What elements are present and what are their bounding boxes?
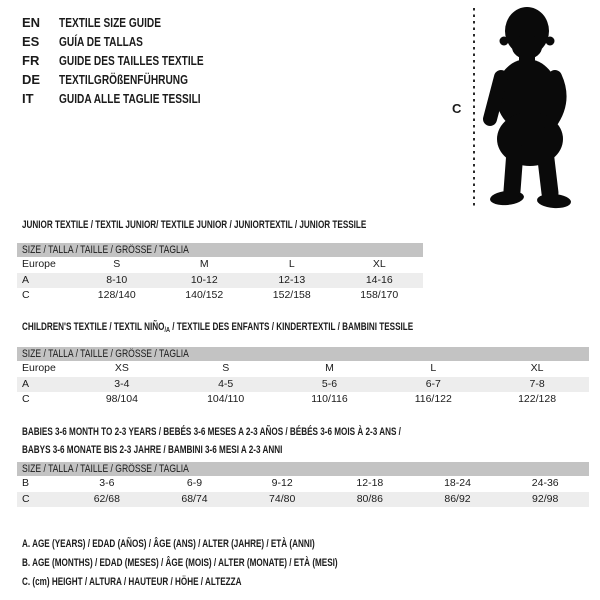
value-cell: 4-5	[218, 377, 234, 390]
row-label: Europe	[22, 362, 56, 374]
table-row-europe	[17, 257, 423, 273]
size-cell: M	[199, 258, 209, 270]
language-label: TEXTILGRÖßENFÜHRUNG	[59, 72, 189, 87]
value-cell: 6-9	[186, 477, 203, 489]
value-cell: 62/68	[93, 492, 120, 505]
value-cell: 158/170	[360, 289, 399, 301]
value-cell: 98/104	[105, 393, 138, 405]
babies-size-table	[17, 462, 589, 507]
legend-line-a: A. AGE (YEARS) / EDAD (AÑOS) / ÂGE (ANS) / ALTER (JAHRE) / ETÀ (ANNI)	[22, 538, 315, 550]
table-row-height	[17, 492, 589, 508]
language-label: GUÍA DE TALLAS	[59, 34, 143, 49]
value-cell: 24-36	[531, 477, 559, 489]
value-cell: 92/98	[532, 492, 559, 505]
value-cell: 104/110	[207, 393, 245, 405]
size-cell: XL	[530, 362, 544, 374]
table-row-height	[17, 392, 589, 408]
row-label: C	[22, 492, 30, 505]
row-label: A	[22, 377, 30, 390]
legend-line-b: B. AGE (MONTHS) / EDAD (MESES) / ÂGE (MOIS) / ALTER (MONATE) / ETÀ (MESI)	[22, 557, 338, 569]
row-label: B	[22, 477, 30, 489]
value-cell: 18-24	[444, 477, 471, 489]
junior-size-table	[17, 243, 423, 304]
value-cell: 5-6	[321, 377, 338, 390]
value-cell: 152/158	[272, 289, 311, 301]
table-row-height	[17, 288, 423, 304]
language-label: TEXTILE SIZE GUIDE	[59, 15, 161, 30]
table-row-europe	[17, 361, 589, 377]
language-code: IT	[22, 91, 34, 106]
height-measure-line	[473, 8, 475, 209]
language-row-it	[22, 89, 244, 108]
row-label: C	[22, 393, 30, 405]
measurement-legend	[22, 535, 449, 592]
language-code: EN	[22, 15, 41, 30]
legend-line-c: C. (cm) HEIGHT / ALTURA / HAUTEUR / HÖHE / ALTEZZA	[22, 576, 242, 588]
language-code: FR	[22, 53, 40, 68]
language-code: DE	[22, 72, 41, 87]
value-cell: 86/92	[444, 492, 471, 505]
baby-silhouette-icon	[479, 3, 595, 211]
size-cell: S	[222, 362, 230, 374]
language-label: GUIDE DES TAILLES TEXTILE	[59, 53, 204, 68]
language-code: ES	[22, 34, 40, 49]
value-cell: 12-13	[278, 273, 306, 286]
language-row-en	[22, 13, 244, 32]
section-title-children: CHILDREN'S TEXTILE / TEXTIL $NIÑO_{/A}$ / TEXTILE DES ENFANTS / KINDERTEXTIL / BAMBINI TESSILE	[22, 321, 414, 334]
value-cell: 68/74	[181, 492, 208, 505]
row-label: A	[22, 273, 30, 286]
value-cell: 116/122	[414, 393, 452, 405]
value-cell: 80/86	[356, 492, 383, 505]
section-title-babies: BABIES 3-6 MONTH TO 2-3 YEARS / BEBÉS 3-6 MESES A 2-3 AÑOS / BÉBÉS 3-6 MOIS À 2-3 ANS / BABYS 3-6 MONATE BIS 2-3 JAHRE / BAMBINI 3-6 MESI A 2-3 ANNI	[22, 426, 401, 456]
size-cell: XL	[372, 258, 386, 270]
size-header-bar: SIZE / TALLA / TAILLE / GRÖSSE / TAGLIA	[17, 462, 589, 476]
value-cell: 122/128	[518, 393, 557, 405]
size-header-bar: SIZE / TALLA / TAILLE / GRÖSSE / TAGLIA	[17, 347, 589, 361]
value-cell: 14-16	[365, 273, 393, 286]
language-row-fr	[22, 51, 244, 70]
row-label: C	[22, 289, 30, 301]
size-header-bar: SIZE / TALLA / TAILLE / GRÖSSE / TAGLIA	[17, 243, 423, 257]
value-cell: 8-10	[106, 273, 128, 286]
size-cell: S	[113, 258, 121, 270]
size-cell: L	[430, 362, 437, 374]
row-label: Europe	[22, 258, 56, 270]
language-row-es	[22, 32, 244, 51]
value-cell: 9-12	[271, 477, 293, 489]
value-cell: 3-6	[99, 477, 115, 489]
size-cell: XS	[114, 362, 129, 374]
value-cell: 10-12	[190, 273, 218, 286]
value-cell: 128/140	[97, 289, 136, 301]
value-cell: 7-8	[529, 377, 545, 390]
table-row-months	[17, 476, 589, 492]
language-row-de	[22, 70, 244, 89]
section-title-junior: JUNIOR TEXTILE / TEXTIL JUNIOR/ TEXTILE JUNIOR / JUNIORTEXTIL / JUNIOR TESSILE	[22, 219, 367, 231]
height-measure-label: C	[452, 101, 462, 116]
size-cell: M	[325, 362, 334, 374]
value-cell: 3-4	[114, 377, 130, 390]
title-subscript: /A	[164, 325, 170, 334]
language-header	[22, 13, 244, 108]
table-row-age	[17, 377, 589, 393]
value-cell: 110/116	[311, 393, 348, 405]
value-cell: 74/80	[269, 492, 296, 505]
children-size-table	[17, 347, 589, 408]
table-row-age	[17, 273, 423, 289]
value-cell: 12-18	[356, 477, 384, 489]
value-cell: 6-7	[425, 377, 441, 390]
value-cell: 140/152	[185, 289, 224, 301]
size-cell: L	[288, 258, 295, 270]
language-label: GUIDA ALLE TAGLIE TESSILI	[59, 91, 201, 106]
